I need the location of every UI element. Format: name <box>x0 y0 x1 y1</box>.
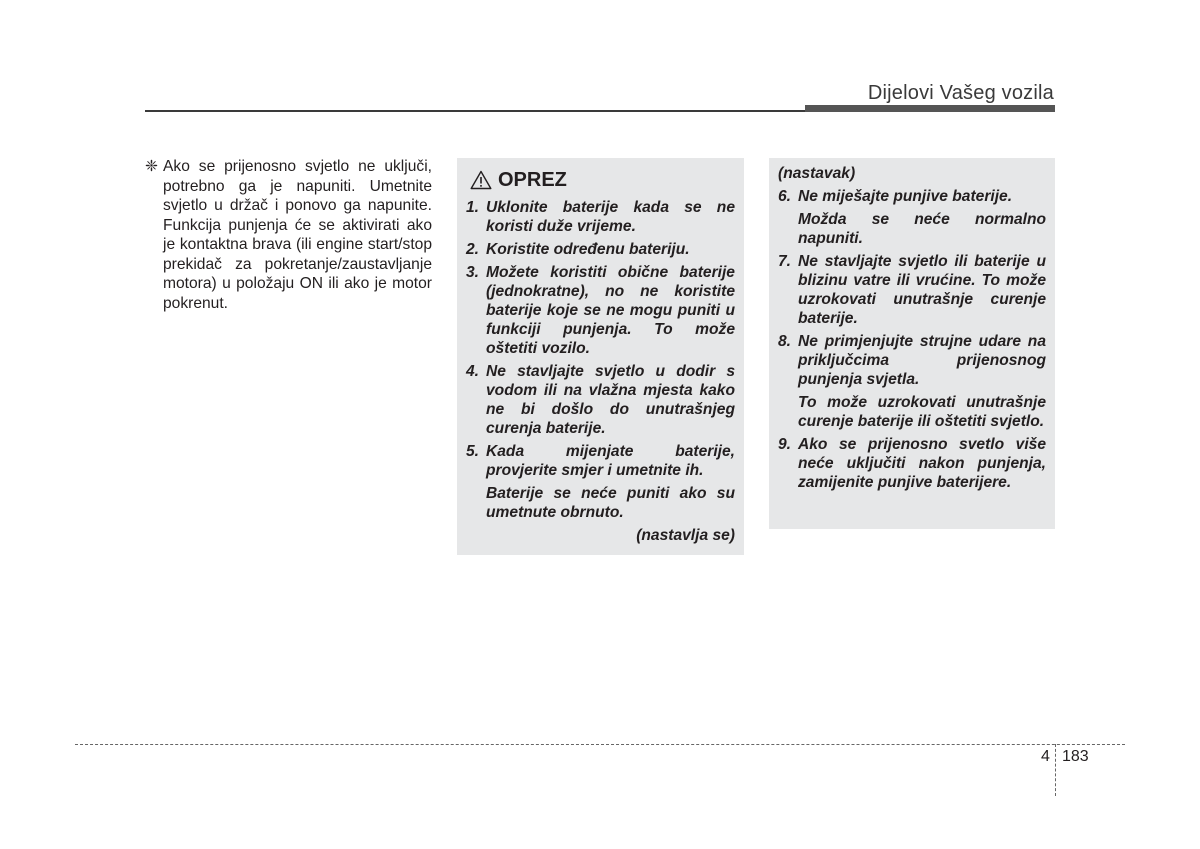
item-number: 9. <box>778 436 792 453</box>
caution-item <box>466 263 735 358</box>
caution-box <box>457 158 744 555</box>
caution-item-subtext: To može uzrokovati unutrašnje curenje baterije ili oštetiti svjetlo. <box>798 394 1046 430</box>
header-rule <box>145 110 805 112</box>
caution-item <box>778 187 1046 206</box>
note-symbol-icon: ❈ <box>145 158 159 175</box>
note-paragraph <box>145 157 432 313</box>
item-number: 1. <box>466 199 480 216</box>
item-text: Kada mijenjate baterije, provjerite smjer i umetnite ih. <box>486 443 735 479</box>
footer-rule <box>75 744 1125 745</box>
caution-item <box>778 252 1046 328</box>
item-number: 6. <box>778 188 792 205</box>
item-text: Ne primjenjujte strujne udare na priključcima prijenosnog punjenja svjetla. <box>798 333 1046 388</box>
item-text: Uklonite baterije kada se ne koristi duže vrijeme. <box>486 199 735 235</box>
item-text: Možete koristiti obične baterije (jednokratne), no ne koristite baterije koje se ne mogu puniti u funkciji punjenja. To može oštetiti vozilo. <box>486 264 735 357</box>
item-number: 7. <box>778 253 792 270</box>
item-text: Ne stavljajte svjetlo u dodir s vodom ili na vlažna mjesta kako ne bi došlo do unutrašnjeg curenja baterije. <box>486 363 735 437</box>
caution-item <box>778 435 1046 492</box>
item-text: Koristite određenu bateriju. <box>486 241 690 258</box>
item-number: 3. <box>466 264 480 281</box>
item-number: 2. <box>466 241 480 258</box>
caution-item <box>466 442 735 480</box>
caution-item-subtext: Baterije se neće puniti ako su umetnute obrnuto. <box>486 485 735 521</box>
page-header-title: Dijelovi Vašeg vozila <box>867 82 1054 104</box>
continuation-label: (nastavak) <box>778 165 856 182</box>
caution-continued-box <box>769 158 1055 529</box>
footer-divider <box>1055 744 1056 796</box>
item-text: Ako se prijenosno svetlo više neće uključiti nakon punjenja, zamijenite punjive baterijere. <box>798 436 1046 491</box>
item-number: 8. <box>778 333 792 350</box>
item-text: Ne stavljajte svjetlo ili baterije u blizinu vatre ili vrućine. To može uzrokovati unutrašnje curenje baterije. <box>798 253 1046 327</box>
continued-label: (nastavlja se) <box>636 527 735 544</box>
warning-triangle-icon <box>470 170 492 190</box>
header-rule-accent <box>805 105 1055 112</box>
chapter-number: 4 <box>1041 748 1050 765</box>
caution-item-subtext: Možda se neće normalno napuniti. <box>798 211 1046 247</box>
page-number: 183 <box>1062 748 1089 765</box>
caution-item <box>466 362 735 438</box>
caution-item <box>466 198 735 236</box>
caution-item <box>466 240 735 259</box>
caution-heading <box>470 168 735 192</box>
caution-item <box>778 332 1046 389</box>
item-number: 5. <box>466 443 480 460</box>
item-text: Ne miješajte punjive baterije. <box>798 188 1013 205</box>
item-number: 4. <box>466 363 480 380</box>
note-text: Ako se prijenosno svjetlo ne uključi, potrebno ga je napuniti. Umetnite svjetlo u držač i ponovo ga napunite. Funkcija punjenja će se aktivirati ako je kontaktna brava (ili engine start/stop prekidač za pokretanje/zaustavljanje motora) u položaju ON ili ako je motor pokrenut. <box>163 158 432 312</box>
caution-heading-text: OPREZ <box>498 168 567 191</box>
